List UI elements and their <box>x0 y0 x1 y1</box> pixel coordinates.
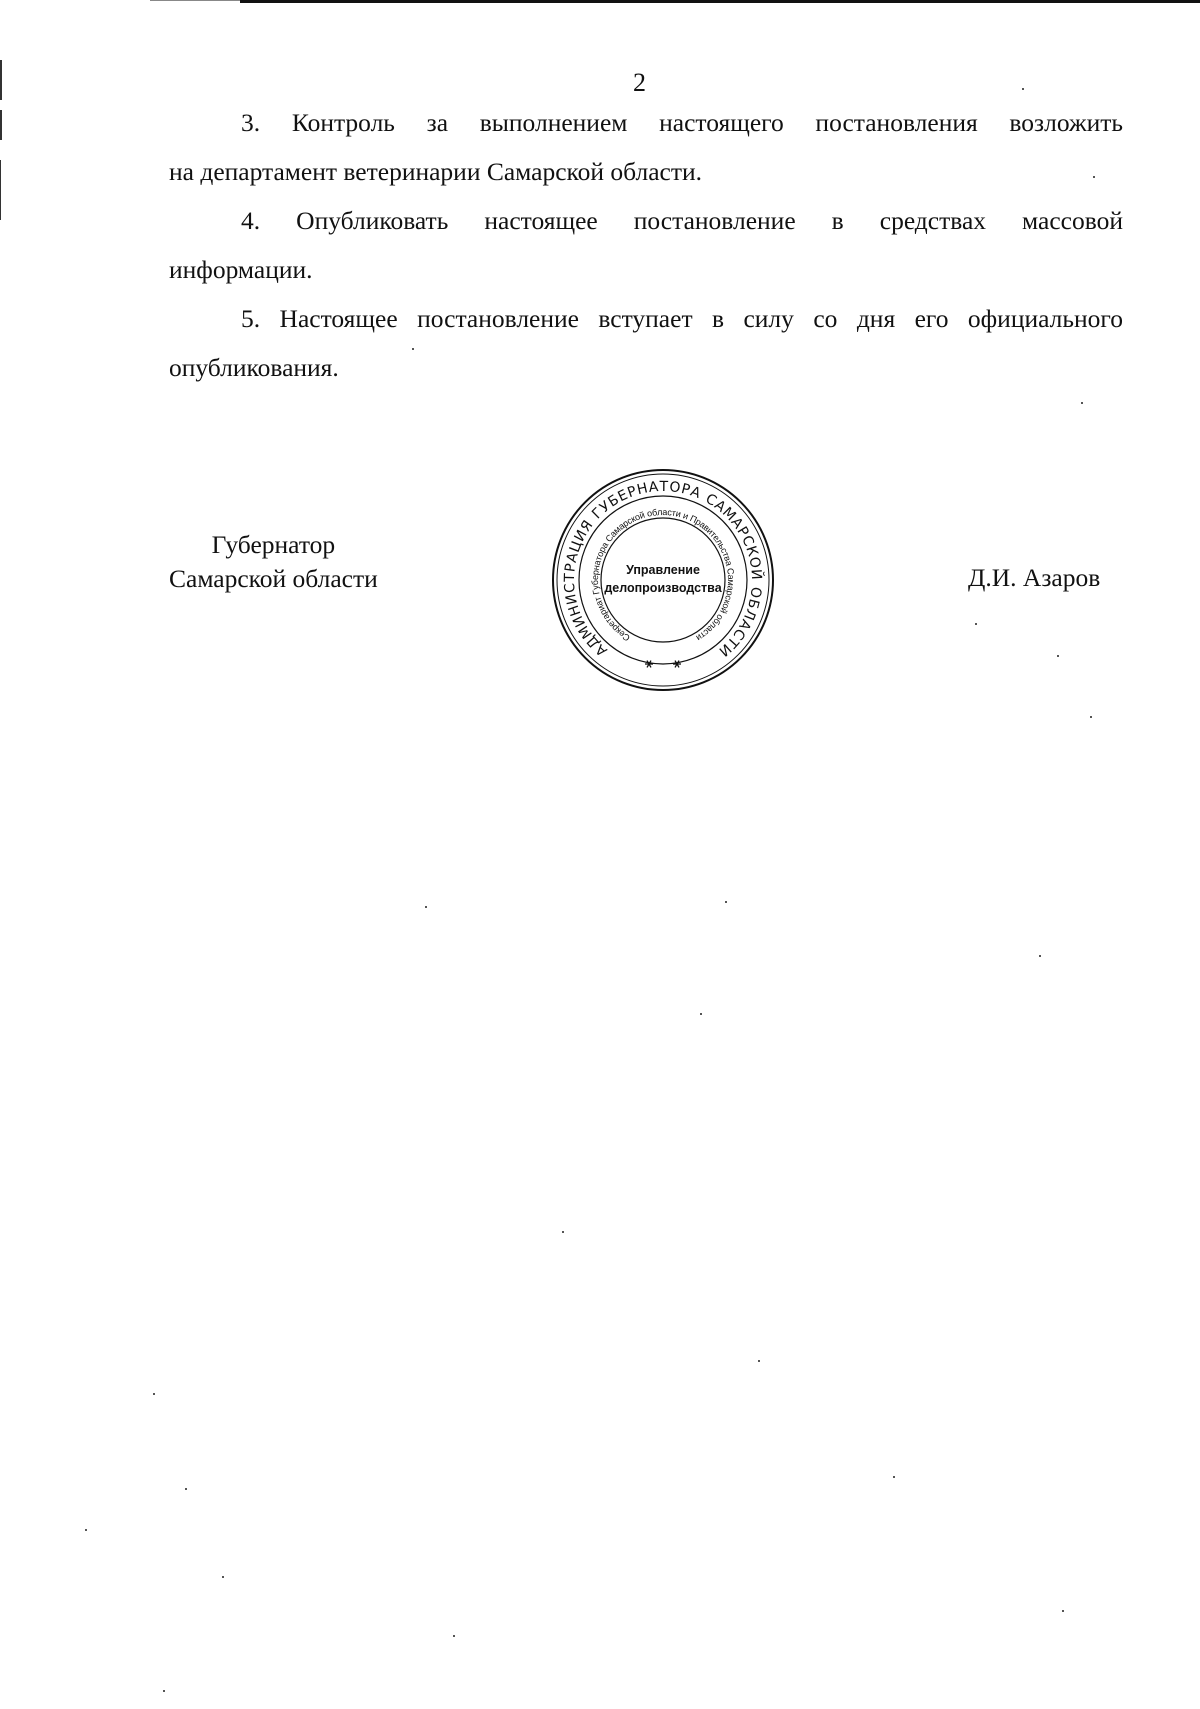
paragraph-3 <box>169 98 1123 196</box>
official-seal <box>550 467 776 693</box>
scan-speck <box>562 1231 564 1233</box>
scan-speck <box>1093 176 1095 178</box>
scan-speck <box>163 1690 165 1692</box>
scan-speck <box>85 1529 87 1531</box>
position-line: Самарской области <box>169 564 378 593</box>
seal-center-text <box>603 561 723 597</box>
signatory-name: Д.И. Азаров <box>968 563 1101 592</box>
scan-speck <box>412 348 414 350</box>
scan-speck <box>453 1635 455 1637</box>
scan-margin-mark <box>0 110 2 140</box>
scan-speck <box>185 1488 187 1490</box>
paragraph-line: 3. Контроль за выполнением настоящего постановления возложить <box>241 108 1123 137</box>
scan-speck <box>1022 88 1024 90</box>
scan-speck <box>1062 1610 1064 1612</box>
paragraph-line: 5. Настоящее постановление вступает в силу со дня его официального <box>241 304 1123 333</box>
paragraph-line: опубликования. <box>169 353 339 382</box>
scan-edge-line <box>240 0 1200 3</box>
seal-center-line: делопроизводства <box>604 581 722 595</box>
position-line: Губернатор <box>211 530 336 559</box>
paragraph-4 <box>169 196 1123 294</box>
paragraph-line: на департамент ветеринарии Самарской области. <box>169 157 703 186</box>
scan-speck <box>725 901 727 903</box>
scan-speck <box>1090 716 1092 718</box>
seal-center-line: Управление <box>626 563 700 577</box>
paragraph-5 <box>169 294 1123 392</box>
scan-edge-line <box>150 0 240 1</box>
paragraph-line: информации. <box>169 255 313 284</box>
scan-speck <box>1039 955 1041 957</box>
scan-speck <box>975 623 977 625</box>
scan-speck <box>893 1476 895 1478</box>
scan-margin-mark <box>0 160 1 220</box>
scan-speck <box>700 1013 702 1015</box>
scan-margin-mark <box>0 60 2 100</box>
scan-speck <box>222 1576 224 1578</box>
signatory-position <box>169 528 378 596</box>
scan-speck <box>1057 655 1059 657</box>
scan-speck <box>1081 402 1083 404</box>
scan-speck <box>153 1393 155 1395</box>
page-number: 2 <box>633 68 646 97</box>
scan-speck <box>425 906 427 908</box>
scan-speck <box>758 1360 760 1362</box>
paragraph-line: 4. Опубликовать настоящее постановление в средствах массовой <box>241 206 1123 235</box>
